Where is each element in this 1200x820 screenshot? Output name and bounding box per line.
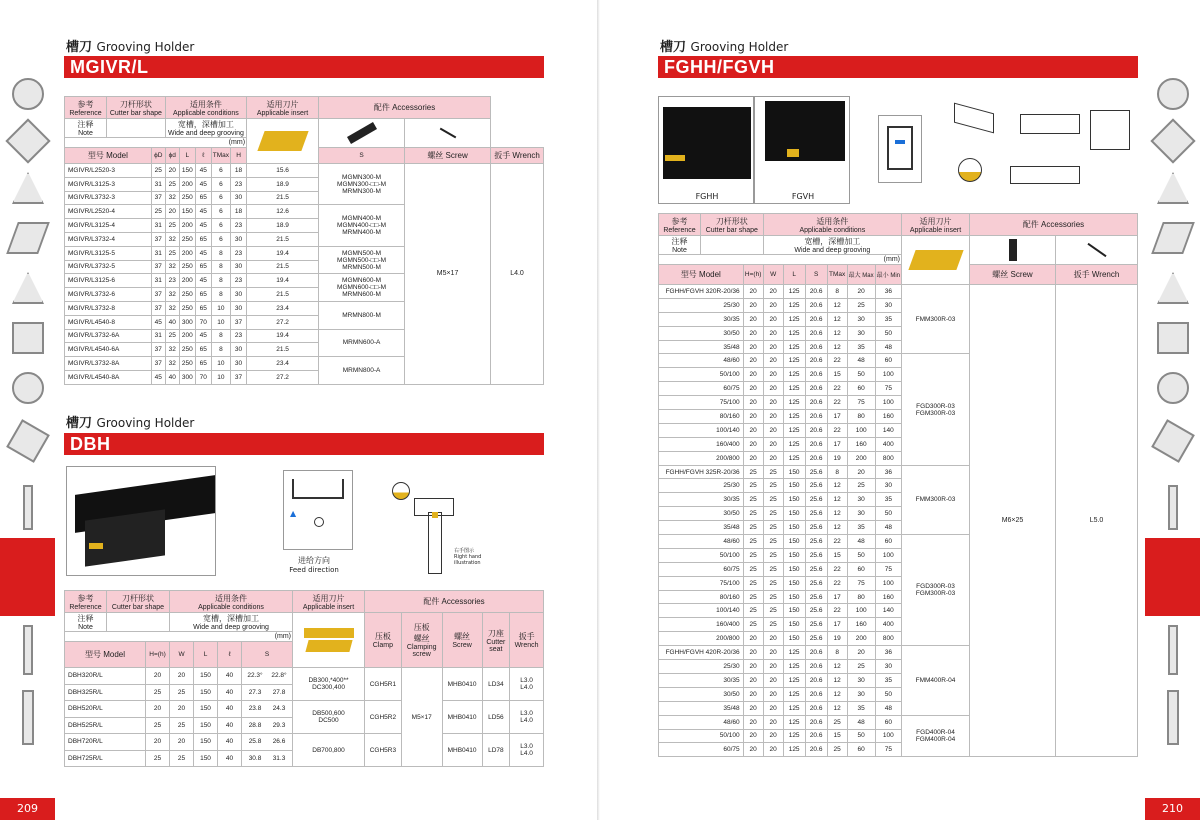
screw-cell: MHB0410 [442,668,482,701]
table-row: 35/48 20 20 125 20.6 12 35 48 [659,340,1138,354]
table-row: 30/35 20 20 125 20.6 12 30 35 [659,312,1138,326]
table-row: 200/800 20 20 125 20.6 19 200 800 [659,451,1138,465]
clamping-screw-cell: M5×17 [401,668,442,767]
screw-value: M5×17 [405,164,491,385]
table-row: FGHH/FGVH 325R-20/36 25 25 150 25.6 8 20 36 FMM300R-03 [659,465,1138,479]
screw-value: M6×25 [970,285,1056,757]
clamp-cell: CGH5R1 [365,668,402,701]
section1-banner: MGIVR/L [64,56,544,78]
table-row: 25/30 20 20 125 20.6 12 25 30 [659,660,1138,674]
insert-cell: MGMN500-M MGMN500-□□-M MRMN500-M [319,246,405,274]
table-row: 35/48 20 20 125 20.6 12 35 48 [659,701,1138,715]
table-row: 48/60 20 20 125 20.6 22 48 60 FGD300R-03 FGM300R-03 [659,354,1138,368]
table-row: MGIVR/L3125-5 31 25 200 45 8 23 19.4 MGMN500-M MGMN500-□□-M MRMN500-M [65,246,544,260]
table-row: 50/100 20 20 125 20.6 15 50 100 [659,729,1138,743]
fghh-spec-table: 参考 Reference 刀杆形状 Cutter bar shape 适用条件 Applicable conditions 适用刀片 Applicable insert 配件 Accessories 注释 Note 宽槽，深槽加工 Wide and deep grooving (mm) 型号 Model H=(h) W L S TMax 最大 Max 最小 Min 螺丝 Screw 扳手 Wrench FGHH/FGVH 320R-20/36 20 20 125 20.6 8 20 36 FMM300R-03 M6×25 L5.0 25/30 20 20 125 20.6 12 25 30 30/35 20 20 125 20.6 12 30 35 30/50 20 20 125 20.6 12 30 50 35/48 20 20 125 20.6 12 35 48 48/60 20 20 125 20.6 22 48 60 FGD300R-03 FGM300R-03 50/100 20 20 125 20.6 15 50 100 60/75 20 20 125 20.6 22 60 75 75/100 20 20 125 20.6 22 75 100 80/160 20 20 125 20.6 17 80 160 100/140 20 20 125 20.6 22 100 140 160/400 20 20 125 20.6 17 160 400 200/800 20 20 125 20.6 19 200 800 FGHH/FGVH 325R-20/36 25 25 150 25.6 8 20 36 FMM300R-03 25/30 25 25 150 25.6 12 25 30 30/35 25 25 150 25.6 12 30 35 30/50 25 25 150 25.6 12 30 50 35/48 25 25 150 25.6 12 35 48 48/60 25 25 150 25.6 22 48 60 FGD300R-03 FGM300R-03 50/100 25 25 150 25.6 15 50 100 60/75 25 25 150 25.6 22 60 75 75/100 25 25 150 25.6 22 75 100 80/160 25 25 150 25.6 17 80 160 100/140 25 25 150 25.6 22 100 140 160/400 25 25 150 25.6 17 160 400 200/800 20 20 150 25.6 19 200 800 FGHH/FGVH 420R-20/36 20 20 125 20.6 8 20 36 FMM400R-04 25/30 20 20 125 20.6 12 25 30 30/35 20 20 125 20.6 12 30 35 30/50 20 20 125 20.6 12 30 50 35/48 20 20 125 20.6 12 35 48 48/60 20 20 125 20.6 25 48 60 FGD400R-04 FGM400R-04 50/100 20 20 125 20.6 15 50 100 60/75 20 20 125 20.6 25 60 75 [658,213,1138,757]
dbh-spec-table: 参考 Reference 刀杆形状 Cutter bar shape 适用条件 Applicable conditions 适用刀片 Applicable insert 配件 Accessories 注释 Note 宽槽，深槽加工 Wide and deep grooving 压板 Clamp 压板 螺丝 Clamping screw 螺丝 Screw 刀座 Cutter seat 扳手 Wrench (mm) 型号 Model H=(h) W L ℓ S DBH320R/L 20 20 150 40 22.3° 22.8° DB300,*400** DC300,400 CGH5R1 M5×17 MHB0410 LD34 L3.0 L4.0 DBH325R/L 25 25 150 40 27.3 27.8 DBH520R/L 20 20 150 40 23.8 24.3 DB500,600 DC500 CGH5R2 MHB0410 LD56 L3.0 L4.0 DBH525R/L 25 25 150 40 28.8 29.3 DBH720R/L 20 20 150 40 25.8 26.6 DB700,800 CGH5R3 MHB0410 LD78 L3.0 L4.0 DBH725R/L 25 25 150 40 30.8 31.3 [64,590,544,767]
right-icon-strip [1145,0,1200,820]
table-row: 25/30 25 25 150 25.6 12 25 30 [659,479,1138,493]
wrench-value: L4.0 [491,164,544,385]
boring-bar-icon [1168,625,1178,675]
right-section-title: 槽刀 Grooving Holder [660,40,789,55]
insert-cell: MGMN300-M MGMN300-□□-M MRMN300-M [319,164,405,205]
wrench-cell: L3.0 L4.0 [510,668,544,701]
milling-tool-icon [12,78,44,110]
insert-cell: FMM400R-04 [902,646,970,715]
table-row: 50/100 25 25 150 25.6 15 50 100 [659,548,1138,562]
insert-cell: FMM300R-03 [902,285,970,354]
table-row: 60/75 25 25 150 25.6 22 60 75 [659,562,1138,576]
table-row: 30/35 25 25 150 25.6 12 30 35 [659,493,1138,507]
insert-cell: FMM300R-03 [902,465,970,534]
table-row: 60/75 20 20 125 20.6 25 60 75 [659,743,1138,757]
drill-icon [1168,485,1178,530]
table-row: 100/140 25 25 150 25.6 22 100 140 [659,604,1138,618]
table-row: MGIVR/L4540-8 45 40 300 70 10 37 27.2 [65,315,544,329]
dbh-insert-image [305,640,352,652]
drill-icon [23,485,33,530]
table-row: DBH520R/L 20 20 150 40 23.8 24.3 DB500,600 DC500 CGH5R2 MHB0410 LD56 L3.0 L4.0 [65,701,544,718]
table-row: 35/48 25 25 150 25.6 12 35 48 [659,521,1138,535]
seat-cell: LD78 [482,734,510,767]
insert-cell: MGMN600-M MGMN600-□□-M MRMN600-M [319,274,405,302]
fghh-photo: FGHH [658,96,754,204]
round-insert-icon [1157,372,1189,404]
right-page [600,0,1200,820]
fghh-insert-image [908,250,963,270]
grooving-holder-icon [12,560,44,580]
table-row: DBH525R/L 25 25 150 40 28.8 29.3 [65,717,544,734]
table-row: MGIVR/L4540-6A 37 32 250 65 8 30 21.5 [65,343,544,357]
insert-cell: FGD300R-03 FGM300R-03 [902,535,970,646]
triangle-insert-icon [1157,172,1189,204]
table-row: 30/50 20 20 125 20.6 12 30 50 [659,326,1138,340]
table-row: 160/400 20 20 125 20.6 17 160 400 [659,437,1138,451]
screw-image [1009,239,1017,261]
rhombic-insert-icon [1151,222,1195,254]
dbh-holder-photo [66,466,216,576]
table-row: FGHH/FGVH 320R-20/36 20 20 125 20.6 8 20 36 FMM300R-03 M6×25 L5.0 [659,285,1138,299]
trigon-insert-icon [1157,272,1189,304]
table-row: MGIVR/L3732-6A 31 25 200 45 8 23 19.4 MRMN600-A [65,329,544,343]
section1-title: 槽刀 Grooving Holder [66,40,195,55]
table-row: MGIVR/L3125-6 31 23 200 45 8 23 19.4 MGMN600-M MGMN600-□□-M MRMN600-M [65,274,544,288]
insert-cell: DB700,800 [293,734,365,767]
wrench-cell: L3.0 L4.0 [510,701,544,734]
table-row: 30/50 20 20 125 20.6 12 30 50 [659,687,1138,701]
table-row: MGIVR/L3732-3 37 32 250 65 6 30 21.5 [65,191,544,205]
dbh-dimension-drawing: 右手图示 Right hand illustration [372,472,492,582]
table-row: MGIVR/L3125-4 31 25 200 45 6 23 18.9 [65,219,544,233]
insert-cell: MRMN800-A [319,357,405,385]
insert-cell: FGD400R-04 FGM400R-04 [902,715,970,757]
insert-cell: DB500,600 DC500 [293,701,365,734]
indexable-drill-icon [22,690,34,745]
table-row: 60/75 20 20 125 20.6 22 60 75 [659,382,1138,396]
table-row: MGIVR/L2520-4 25 20 150 45 6 18 12.6 MGMN400-M MGMN400-□□-M MRMN400-M [65,205,544,219]
table-row: 160/400 25 25 150 25.6 17 160 400 [659,618,1138,632]
grooving-holder-icon [1157,560,1189,580]
rhombic-insert-icon [6,222,50,254]
table-row: MGIVR/L3732-4 37 32 250 65 6 30 21.5 [65,232,544,246]
table-row: MGIVR/L3732-8A 37 32 250 65 10 30 23.4 MRMN800-A [65,357,544,371]
insert-cell: DB300,*400** DC300,400 [293,668,365,701]
table-row: DBH725R/L 25 25 150 40 30.8 31.3 [65,750,544,767]
insert-cell: MGMN400-M MGMN400-□□-M MRMN400-M [319,205,405,246]
seat-cell: LD34 [482,668,510,701]
section2-banner: DBH [64,433,544,455]
feed-direction-diagram [283,470,353,550]
table-row: 200/800 20 20 150 25.6 19 200 800 [659,632,1138,646]
square-insert-2-icon [1157,322,1189,354]
screw-image [347,122,377,144]
seat-cell: LD56 [482,701,510,734]
indexable-drill-icon [1167,690,1179,745]
round-insert-icon [12,372,44,404]
table-row: 80/160 25 25 150 25.6 17 80 160 [659,590,1138,604]
insert-cell: MRMN800-M [319,301,405,329]
wrench-cell: L3.0 L4.0 [510,734,544,767]
table-row: 75/100 20 20 125 20.6 22 75 100 [659,396,1138,410]
clamp-cell: CGH5R2 [365,701,402,734]
table-row: DBH720R/L 20 20 150 40 25.8 26.6 DB700,800 CGH5R3 MHB0410 LD78 L3.0 L4.0 [65,734,544,751]
table-row: 50/100 20 20 125 20.6 15 50 100 [659,368,1138,382]
screw-cell: MHB0410 [442,734,482,767]
screw-cell: MHB0410 [442,701,482,734]
wrench-value: L5.0 [1056,285,1138,757]
table-row: MGIVR/L2520-3 25 20 150 45 6 18 15.6 MGMN300-M MGMN300-□□-M MRMN300-M M5×17 L4.0 [65,164,544,178]
table-row: 30/35 20 20 125 20.6 12 30 35 [659,673,1138,687]
table-row: 48/60 20 20 125 20.6 25 48 60 FGD400R-04 FGM400R-04 [659,715,1138,729]
feed-direction-label: 进给方向 Feed direction [289,556,339,574]
fgvh-photo: FGVH [754,96,850,204]
table-row: MGIVR/L4540-8A 45 40 300 70 10 37 27.2 [65,370,544,384]
boring-bar-icon [23,625,33,675]
fgvh-side-diagram [878,115,922,183]
table-row: MGIVR/L3732-6 37 32 250 65 8 30 21.5 [65,288,544,302]
table-row: 75/100 25 25 150 25.6 22 75 100 [659,576,1138,590]
page-number-right: 210 [1145,798,1200,820]
wrench-image [1087,243,1106,257]
trigon-insert-icon [12,272,44,304]
table-row: 25/30 20 20 125 20.6 12 25 30 [659,298,1138,312]
arrow-up-icon: ▲ [290,509,297,518]
insert-image [257,131,308,151]
diamond-insert-icon [1151,419,1195,463]
table-row: DBH325R/L 25 25 150 40 27.3 27.8 [65,684,544,701]
diamond-insert-icon [6,419,50,463]
fghh-dimension-drawing [940,100,1140,195]
section2-title: 槽刀 Grooving Holder [66,416,195,431]
square-insert-icon [1150,118,1195,163]
table-row: 80/160 20 20 125 20.6 17 80 160 [659,410,1138,424]
wrench-image [439,128,456,139]
table-row: DBH320R/L 20 20 150 40 22.3° 22.8° DB300,*400** DC300,400 CGH5R1 M5×17 MHB0410 LD34 L3.0 L4.0 [65,668,544,685]
table-row: 48/60 25 25 150 25.6 22 48 60 FGD300R-03 FGM300R-03 [659,535,1138,549]
table-row: FGHH/FGVH 420R-20/36 20 20 125 20.6 8 20 36 FMM400R-04 [659,646,1138,660]
insert-cell: MRMN600-A [319,329,405,357]
table-row: 100/140 20 20 125 20.6 22 100 140 [659,423,1138,437]
left-icon-strip [0,0,55,820]
milling-tool-icon [1157,78,1189,110]
clamp-cell: CGH5R3 [365,734,402,767]
square-insert-icon [5,118,50,163]
insert-cell: FGD300R-03 FGM300R-03 [902,354,970,465]
page-number-left: 209 [0,798,55,820]
table-row: MGIVR/L3732-5 37 32 250 65 8 30 21.5 [65,260,544,274]
table-row: MGIVR/L3125-3 31 25 200 45 6 23 18.9 [65,177,544,191]
table-row: MGIVR/L3732-8 37 32 250 65 10 30 23.4 MRMN800-M [65,301,544,315]
mgivr-spec-table: 参考 Reference 刀杆形状 Cutter bar shape 适用条件 Applicable conditions 适用刀片 Applicable insert 配件 Accessories 注释 Note 宽槽，深槽加工 Wide and deep grooving (mm) 型号 Model ϕD ϕd L ℓ TMax H S 螺丝 Screw 扳手 Wrench MGIVR/L2520-3 25 20 150 45 6 18 15.6 MGMN300-M MGMN300-□□-M MRMN300-M M5×17 L4.0 MGIVR/L3125-3 31 25 200 45 6 23 18.9 MGIVR/L3732-3 37 32 250 65 6 30 21.5 MGIVR/L2520-4 25 20 150 45 6 18 12.6 MGMN400-M MGMN400-□□-M MRMN400-M MGIVR/L3125-4 31 25 200 45 6 23 18.9 MGIVR/L3732-4 37 32 250 65 6 30 21.5 MGIVR/L3125-5 31 25 200 45 8 23 19.4 MGMN500-M MGMN500-□□-M MRMN500-M MGIVR/L3732-5 37 32 250 65 8 30 21.5 MGIVR/L3125-6 31 23 200 45 8 23 19.4 MGMN600-M MGMN600-□□-M MRMN600-M MGIVR/L3732-6 37 32 250 65 8 30 21.5 MGIVR/L3732-8 37 32 250 65 10 30 23.4 MRMN800-M MGIVR/L4540-8 45 40 300 70 10 37 27.2 MGIVR/L3732-6A 31 25 200 45 8 23 19.4 MRMN600-A MGIVR/L4540-6A 37 32 250 65 8 30 21.5 MGIVR/L3732-8A 37 32 250 65 10 30 23.4 MRMN800-A MGIVR/L4540-8A 45 40 300 70 10 37 27.2 [64,96,544,385]
right-section-banner: FGHH/FGVH [658,56,1138,78]
table-row: 30/50 25 25 150 25.6 12 30 50 [659,507,1138,521]
triangle-insert-icon [12,172,44,204]
square-insert-2-icon [12,322,44,354]
